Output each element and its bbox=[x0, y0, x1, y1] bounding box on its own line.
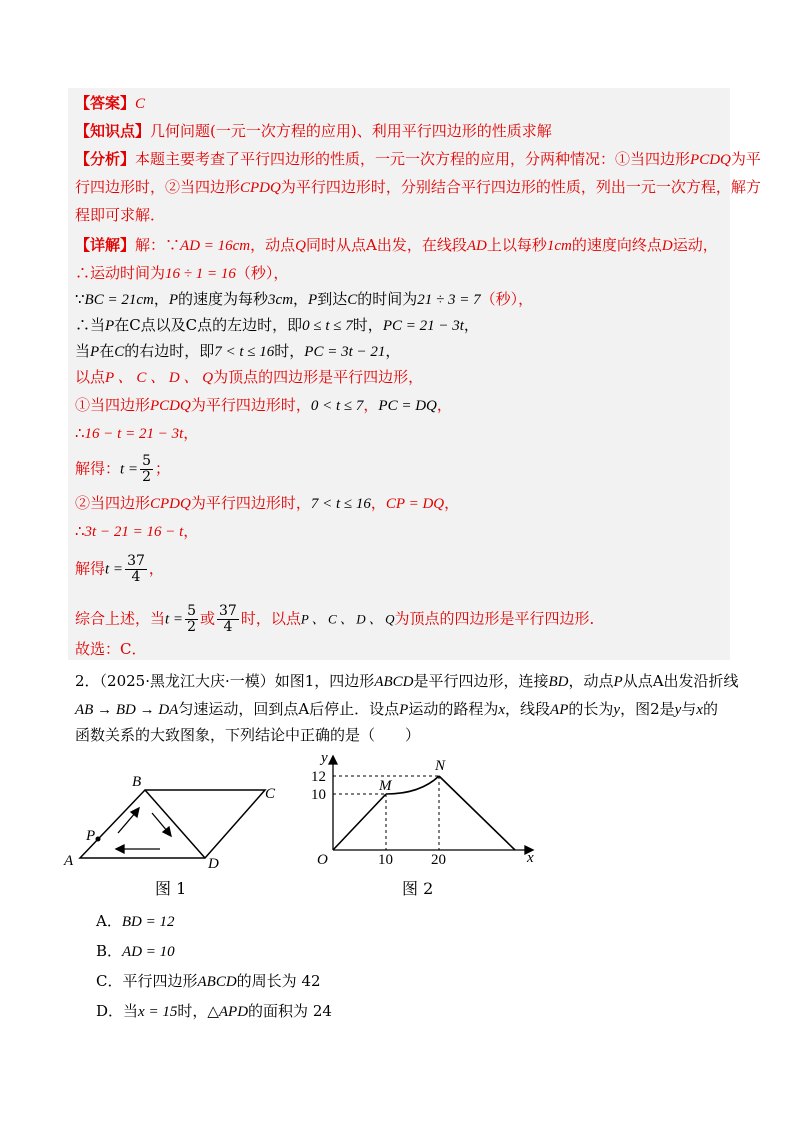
detail-line-13 bbox=[75, 604, 605, 635]
detail-1-m1: AD = 16cm bbox=[180, 238, 251, 254]
analysis-math-1: PCDQ bbox=[690, 152, 731, 168]
detail-3-m1: BC = 21cm bbox=[84, 292, 154, 308]
detail-3-m2: P bbox=[168, 292, 179, 308]
detail-10-m1: CPDQ bbox=[150, 496, 191, 512]
label-d: D bbox=[208, 856, 219, 870]
analysis-text-2b: 为平行四边形时，分别结合平行四边形的性质，列出一元一次方程，解方 bbox=[280, 178, 761, 196]
detail-3-m6: 21 ÷ 3 = 7 bbox=[417, 292, 481, 308]
segment-n-end bbox=[439, 776, 515, 850]
detail-13c: 为顶点的四边形是平行四边形． bbox=[394, 609, 605, 628]
option-a-math: BD = 12 bbox=[121, 914, 175, 930]
detail-12a: 解得 bbox=[75, 559, 106, 578]
detail-10-m2: 7 < t ≤ 16 bbox=[310, 496, 371, 512]
detail-1f: 运动， bbox=[672, 236, 718, 254]
detail-4-m3: PC = 21 − 3t bbox=[382, 318, 464, 334]
question-line-1 bbox=[75, 670, 739, 693]
frac-num: 5 bbox=[187, 603, 196, 619]
y-axis-arrow bbox=[329, 756, 337, 764]
detail-2b: （秒）， bbox=[235, 264, 289, 282]
detail-3e: 到达 bbox=[317, 290, 348, 308]
label-p: P bbox=[86, 828, 96, 844]
detail-1-m5: D bbox=[661, 238, 673, 254]
detail-2a: ∴运动时间为 bbox=[75, 264, 166, 282]
detail-9-m: t = bbox=[120, 461, 139, 478]
option-c-math: ABCD bbox=[197, 974, 237, 990]
option-a[interactable] bbox=[96, 910, 174, 931]
fraction-5-2 bbox=[185, 604, 198, 635]
point-m-label: M bbox=[379, 778, 392, 794]
point-p-dot bbox=[96, 837, 101, 842]
detail-1c: 同时从点A出发，在线段 bbox=[306, 236, 467, 254]
detail-line-3 bbox=[75, 288, 533, 311]
origin-label: O bbox=[317, 852, 328, 868]
detail-10a: ②当四边形 bbox=[75, 494, 151, 512]
axis-x-label: x bbox=[527, 850, 534, 866]
detail-line-11 bbox=[75, 520, 198, 543]
detail-line-1 bbox=[75, 234, 718, 257]
tick-y10: 10 bbox=[311, 787, 326, 803]
detail-5c: 的右边时，即 bbox=[124, 342, 215, 360]
q-1-m2: BD bbox=[548, 674, 569, 690]
detail-2-m: 16 ÷ 1 = 16 bbox=[165, 266, 236, 282]
q-2-m1: AB → BD → DA bbox=[75, 702, 179, 718]
diagonal-bd bbox=[145, 790, 205, 858]
detail-7-m1: PCDQ bbox=[150, 398, 191, 414]
detail-10-m3: CP = DQ bbox=[385, 496, 445, 512]
analysis-text-3: 程即可求解． bbox=[75, 206, 166, 224]
analysis-line-3 bbox=[75, 204, 165, 226]
analysis-label: 【分析】 bbox=[75, 150, 136, 168]
analysis-text-1-end: 为平 bbox=[730, 150, 761, 168]
frac-num: 37 bbox=[219, 603, 237, 619]
detail-line-10 bbox=[75, 492, 459, 515]
detail-3d: ， bbox=[293, 290, 309, 308]
detail-7b: 为平行四边形时， bbox=[190, 396, 311, 414]
detail-label: 【详解】 bbox=[75, 236, 136, 254]
detail-9b: ； bbox=[154, 459, 170, 478]
detail-5d: 时， bbox=[274, 342, 305, 360]
frac-den: 2 bbox=[187, 619, 196, 635]
detail-line-2 bbox=[75, 262, 288, 285]
q-2-m5: y bbox=[613, 702, 621, 718]
option-d-math-1: x = 15 bbox=[138, 1004, 178, 1020]
question-line-2 bbox=[75, 698, 718, 721]
detail-13-or: 或 bbox=[199, 609, 215, 628]
figure-2-graph bbox=[305, 748, 540, 868]
q-3: 函数关系的大致图象，下列结论中正确的是（ ） bbox=[75, 726, 421, 744]
analysis-line-1 bbox=[75, 148, 761, 171]
fraction-37-4 bbox=[125, 554, 147, 585]
detail-5-m3: 7 < t ≤ 16 bbox=[214, 344, 275, 360]
label-c: C bbox=[265, 786, 276, 802]
detail-12b: ， bbox=[148, 559, 164, 578]
detail-10d: ， bbox=[444, 494, 460, 512]
detail-3f: 的时间为 bbox=[357, 290, 418, 308]
detail-13-m: t = bbox=[165, 611, 184, 628]
detail-3-m4: P bbox=[308, 292, 318, 308]
segment-om bbox=[333, 794, 386, 850]
detail-11a: ∴ bbox=[75, 522, 85, 540]
label-b: B bbox=[132, 774, 142, 790]
analysis-math-2: CPDQ bbox=[240, 180, 281, 196]
detail-5-m2: C bbox=[114, 344, 125, 360]
detail-1d: 上以每秒 bbox=[486, 236, 547, 254]
option-c[interactable] bbox=[96, 970, 321, 991]
detail-5a: 当 bbox=[75, 342, 91, 360]
detail-5-m1: P bbox=[90, 344, 100, 360]
tick-x20: 20 bbox=[431, 852, 446, 868]
analysis-text-2a: 行四边形时，②当四边形 bbox=[75, 178, 241, 196]
detail-line-6 bbox=[75, 366, 423, 389]
option-c-text-b: 的周长为 42 bbox=[236, 972, 321, 990]
q-1b: 是平行四边形，连接 bbox=[413, 672, 549, 690]
q-2a: 匀速运动，回到点A后停止．设点 bbox=[178, 700, 400, 718]
option-b-label: B． bbox=[96, 942, 123, 960]
option-d-label: D． bbox=[96, 1002, 124, 1020]
frac-den: 4 bbox=[131, 569, 141, 585]
detail-1-m2: Q bbox=[295, 238, 306, 254]
detail-line-8 bbox=[75, 422, 198, 445]
detail-11-m: 3t − 21 = 16 − t bbox=[84, 524, 184, 540]
q-2g: 的 bbox=[702, 700, 718, 718]
detail-3b: ， bbox=[153, 290, 169, 308]
detail-4d: ， bbox=[463, 316, 479, 334]
detail-9a: 解得： bbox=[75, 459, 121, 478]
detail-4b: 在C点以及C点的左边时，即 bbox=[114, 316, 303, 334]
detail-5b: 在 bbox=[99, 342, 115, 360]
frac-den: 4 bbox=[223, 619, 233, 635]
detail-1-m4: 1cm bbox=[546, 238, 572, 254]
detail-7d: ， bbox=[436, 396, 452, 414]
detail-3c: 的速度为每秒 bbox=[178, 290, 269, 308]
detail-13-m2: P 、 C 、 D 、 Q bbox=[300, 611, 395, 627]
figure-1-caption: 图 1 bbox=[155, 879, 187, 898]
choose-line bbox=[75, 638, 146, 660]
frac-num: 5 bbox=[142, 453, 151, 469]
detail-1e: 的速度向终点 bbox=[571, 236, 662, 254]
option-c-text-a: 平行四边形 bbox=[122, 972, 198, 990]
q-2d: 的长为 bbox=[568, 700, 614, 718]
choose-text: 故选：C． bbox=[75, 640, 147, 658]
detail-3g: （秒）， bbox=[480, 290, 534, 308]
detail-10b: 为平行四边形时， bbox=[190, 494, 311, 512]
analysis-line-2 bbox=[75, 176, 761, 199]
q-1-m1: ABCD bbox=[374, 674, 414, 690]
detail-line-5 bbox=[75, 340, 400, 363]
fraction-5-2 bbox=[140, 454, 153, 485]
detail-8-m: 16 − t = 21 − 3t bbox=[84, 426, 184, 442]
q-1a: 2．（2025·黑龙江大庆·一模）如图1，四边形 bbox=[75, 672, 375, 690]
answer-value: C bbox=[135, 96, 146, 112]
detail-line-12 bbox=[75, 554, 164, 585]
detail-4c: 时， bbox=[352, 316, 383, 334]
option-d-text-c: 的面积为 24 bbox=[248, 1002, 332, 1020]
figure-2-caption: 图 2 bbox=[402, 879, 434, 898]
detail-3-m3: 3cm bbox=[268, 292, 294, 308]
detail-1b: ，动点 bbox=[250, 236, 296, 254]
q-2e: ，图2是 bbox=[620, 700, 675, 718]
curve-mn bbox=[386, 776, 439, 794]
option-b[interactable] bbox=[96, 940, 175, 961]
detail-4a: ∴当 bbox=[75, 316, 106, 334]
tick-x10: 10 bbox=[378, 852, 393, 868]
frac-num: 37 bbox=[127, 553, 145, 569]
detail-8a: ∴ bbox=[75, 424, 85, 442]
parallelogram-abcd bbox=[80, 790, 265, 858]
answer-label: 【答案】 bbox=[75, 94, 136, 112]
answer-line bbox=[75, 92, 145, 115]
option-d-text-a: 当 bbox=[123, 1002, 139, 1020]
q-2-m3: x bbox=[498, 702, 506, 718]
detail-4-m1: P bbox=[105, 318, 115, 334]
analysis-text-1: 本题主要考查了平行四边形的性质，一元一次方程的应用，分两种情况：①当四边形 bbox=[135, 150, 691, 168]
detail-1-m3: AD bbox=[466, 238, 487, 254]
knowledge-point-line bbox=[75, 120, 552, 142]
q-2c: ，线段 bbox=[505, 700, 551, 718]
label-a: A bbox=[64, 853, 74, 869]
detail-7-m3: PC = DQ bbox=[378, 398, 437, 414]
detail-1a: 解：∵ bbox=[135, 236, 181, 254]
q-2-m2: P bbox=[399, 702, 409, 718]
q-2-m6: y bbox=[674, 702, 682, 718]
detail-6-m: P 、 C 、 D 、 Q bbox=[105, 370, 214, 386]
frac-den: 2 bbox=[142, 469, 151, 485]
detail-3-m5: C bbox=[347, 292, 358, 308]
q-2b: 运动的路程为 bbox=[408, 700, 499, 718]
point-n-label: N bbox=[435, 758, 446, 774]
fraction-37-4 bbox=[217, 604, 239, 635]
detail-10c: ， bbox=[370, 494, 386, 512]
option-c-label: C． bbox=[96, 972, 123, 990]
detail-4-m2: 0 ≤ t ≤ 7 bbox=[302, 318, 353, 334]
q-2-m4: AP bbox=[550, 702, 569, 718]
option-d-math-2: △APD bbox=[207, 1004, 249, 1020]
detail-7a: ①当四边形 bbox=[75, 396, 151, 414]
option-a-label: A． bbox=[96, 912, 122, 930]
option-d-text-b: 时， bbox=[177, 1002, 208, 1020]
detail-6a: 以点 bbox=[75, 368, 106, 386]
q-1d: 从点A出发沿折线 bbox=[622, 672, 739, 690]
kp-label: 【知识点】 bbox=[75, 122, 151, 140]
question-line-3 bbox=[75, 724, 420, 746]
q-2f: 与 bbox=[681, 700, 697, 718]
detail-13b: 时，以点 bbox=[240, 609, 301, 628]
figure-1-parallelogram bbox=[60, 770, 290, 870]
detail-3a: ∵ bbox=[75, 290, 85, 308]
detail-8b: ， bbox=[183, 424, 199, 442]
detail-7c: ， bbox=[363, 396, 379, 414]
option-b-math: AD = 10 bbox=[122, 944, 175, 960]
detail-5-m4: PC = 3t − 21 bbox=[304, 344, 386, 360]
axis-y-label: y bbox=[321, 750, 328, 766]
detail-5e: ， bbox=[385, 342, 401, 360]
detail-13a: 综合上述，当 bbox=[75, 609, 166, 628]
detail-line-9 bbox=[75, 454, 170, 485]
q-1c: ，动点 bbox=[568, 672, 614, 690]
detail-12-m: t = bbox=[105, 561, 124, 578]
detail-11b: ， bbox=[183, 522, 199, 540]
arrow-da-head bbox=[116, 845, 124, 853]
kp-text: 几何问题(一元一次方程的应用)、利用平行四边形的性质求解 bbox=[150, 122, 552, 140]
detail-line-7 bbox=[75, 394, 452, 417]
detail-line-4 bbox=[75, 314, 479, 337]
option-d[interactable] bbox=[96, 1000, 332, 1021]
detail-6b: 为顶点的四边形是平行四边形， bbox=[213, 368, 424, 386]
tick-y12: 12 bbox=[311, 769, 326, 785]
q-2-m7: x bbox=[696, 702, 703, 718]
q-1-m3: P bbox=[613, 674, 623, 690]
detail-7-m2: 0 < t ≤ 7 bbox=[310, 398, 364, 414]
